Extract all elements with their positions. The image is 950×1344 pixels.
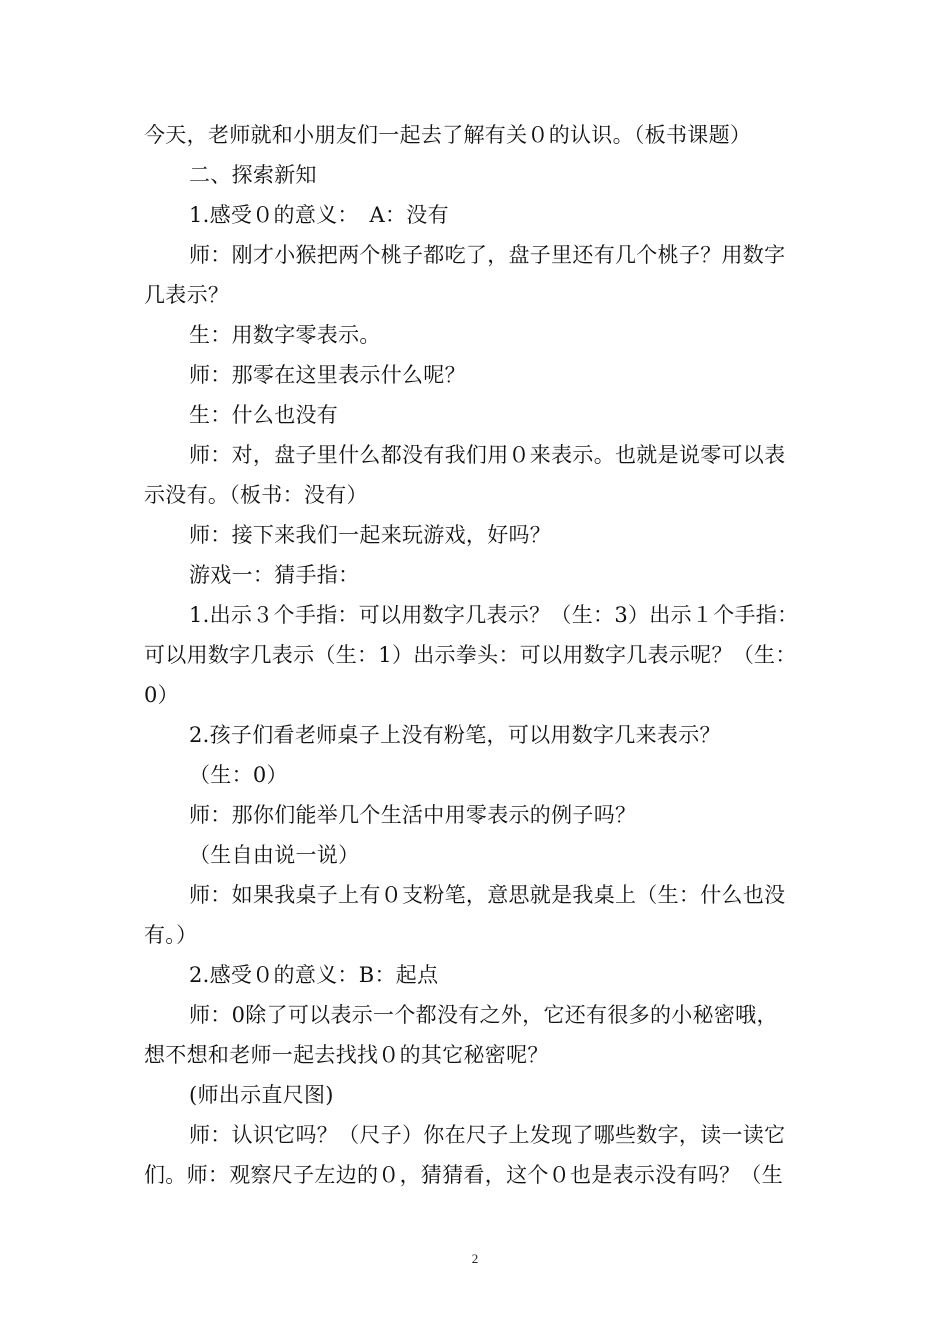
text-line: 有。） (144, 923, 198, 947)
text-line: （生：0） (189, 763, 288, 787)
text-line: 示没有。（板书：没有） (144, 483, 368, 507)
text-line: 几表示？ (144, 283, 230, 307)
text-line: 师：认识它吗？（尺子）你在尺子上发现了哪些数字，读一读它 (189, 1123, 786, 1147)
text-line: (师出示直尺图) (189, 1083, 334, 1107)
text-line: 生：用数字零表示。 (189, 323, 381, 347)
text-line: 师：刚才小猴把两个桃子都吃了，盘子里还有几个桃子？用数字 (189, 243, 786, 267)
text-line: 师：对，盘子里什么都没有我们用０来表示。也就是说零可以表 (189, 443, 786, 467)
text-line: 们。师：观察尺子左边的０，猜猜看，这个０也是表示没有吗？（生 (144, 1163, 783, 1187)
text-line: 1.感受０的意义： A：没有 (189, 203, 449, 227)
text-line: 想不想和老师一起去找找０的其它秘密呢？ (144, 1043, 549, 1067)
text-line: 师：那你们能举几个生活中用零表示的例子吗？ (189, 803, 637, 827)
text-line: 生：什么也没有 (189, 403, 339, 427)
text-line: 2.孩子们看老师桌子上没有粉笔，可以用数字几来表示？ (189, 723, 721, 747)
section-heading: 二、探索新知 (189, 163, 317, 187)
text-line: 0） (144, 683, 179, 707)
text-line: 可以用数字几表示（生：1）出示拳头：可以用数字几表示呢？（生： (144, 643, 797, 667)
text-line: 2.感受０的意义：B：起点 (189, 963, 439, 987)
text-line: 师：如果我桌子上有０支粉笔，意思就是我桌上（生：什么也没 (189, 883, 786, 907)
text-line: 师：那零在这里表示什么呢？ (189, 363, 466, 387)
text-line: 师：接下来我们一起来玩游戏，好吗？ (189, 523, 552, 547)
text-line: （生自由说一说） (189, 843, 360, 867)
text-line: 师：0除了可以表示一个都没有之外，它还有很多的小秘密哦， (189, 1003, 778, 1027)
text-line: 游戏一：猜手指： (189, 563, 360, 587)
text-line: 今天，老师就和小朋友们一起去了解有关０的认识。（板书课题） (144, 123, 752, 147)
page-number: 2 (471, 1251, 479, 1266)
text-line: 1.出示３个手指：可以用数字几表示？（生：3）出示１个手指： (189, 603, 799, 627)
